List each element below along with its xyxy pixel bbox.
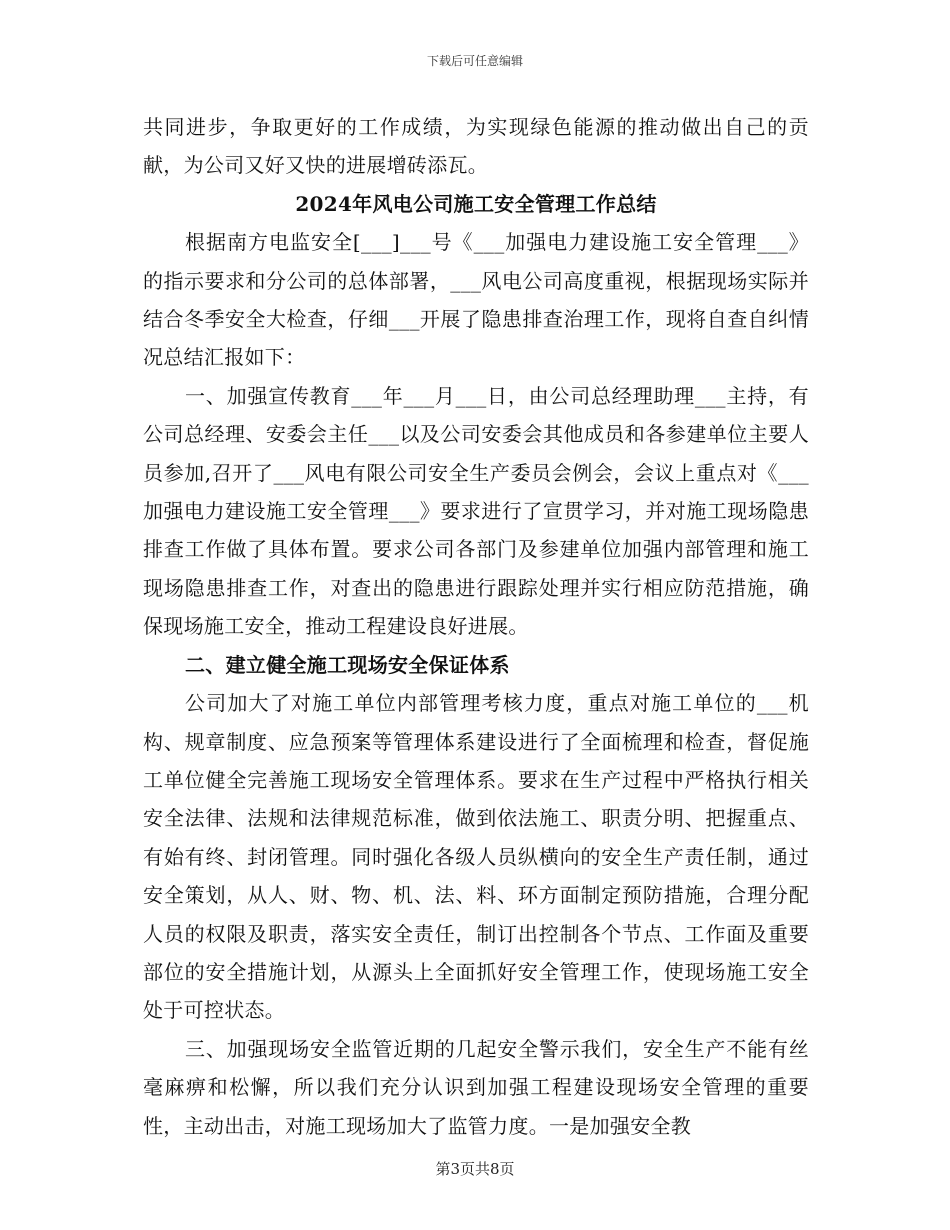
section-2-heading: 二、建立健全施工现场安全保证体系 [185, 652, 510, 677]
intro-paragraph: 根据南方电监安全[___]___号《___加强电力建设施工安全管理___》的指示要求和分公司的总体部署，___风电公司高度重视，根据现场实际并结合冬季安全大检查，仔细___开展了隐患排查治理工作，现将自查自纠情况总结汇报如下： [143, 230, 809, 370]
document-body [143, 108, 809, 1145]
section-2-paragraph: 公司加大了对施工单位内部管理考核力度，重点对施工单位的___机构、规章制度、应急预案等管理体系建设进行了全面梳理和检查，督促施工单位健全完善施工现场安全管理体系。要求在生产过程中严格执行相关安全法律、法规和法律规范标准，做到依法施工、职责分明、把握重点、有始有终、封闭管理。同时强化各级人员纵横向的安全生产责任制，通过安全策划，从人、财、物、机、法、料、环方面制定预防措施，合理分配人员的权限及职责，落实安全责任，制订出控制各个节点、工作面及重要部位的安全措施计划，从源头上全面抓好安全管理工作，使现场施工安全处于可控状态。 [143, 691, 809, 1023]
section-1-paragraph: 一、加强宣传教育___年___月___日，由公司总经理助理___主持，有公司总经理、安委会主任___以及公司安委会其他成员和各参建单位主要人员参加,召开了___风电有限公司安全生产委员会例会，会议上重点对《___加强电力建设施工安全管理___》要求进行了宣贯学习，并对施工现场隐患排查工作做了具体布置。要求公司各部门及参建单位加强内部管理和施工现场隐患排查工作，对查出的隐患进行跟踪处理并实行相应防范措施，确保现场施工安全，推动工程建设良好进展。 [143, 383, 809, 639]
continuation-paragraph: 共同进步，争取更好的工作成绩，为实现绿色能源的推动做出自己的贡献，为公司又好又快的进展增砖添瓦。 [143, 115, 809, 178]
page-header-note: 下载后可任意编辑 [426, 54, 523, 68]
section-3-paragraph: 三、加强现场安全监管近期的几起安全警示我们，安全生产不能有丝毫麻痹和松懈，所以我们充分认识到加强工程建设现场安全管理的重要性，主动出击，对施工现场加大了监管力度。一是加强安全教 [143, 1036, 809, 1138]
page-number: 第3页共8页 [435, 1160, 515, 1178]
document-title: 2024年风电公司施工安全管理工作总结 [295, 191, 657, 216]
